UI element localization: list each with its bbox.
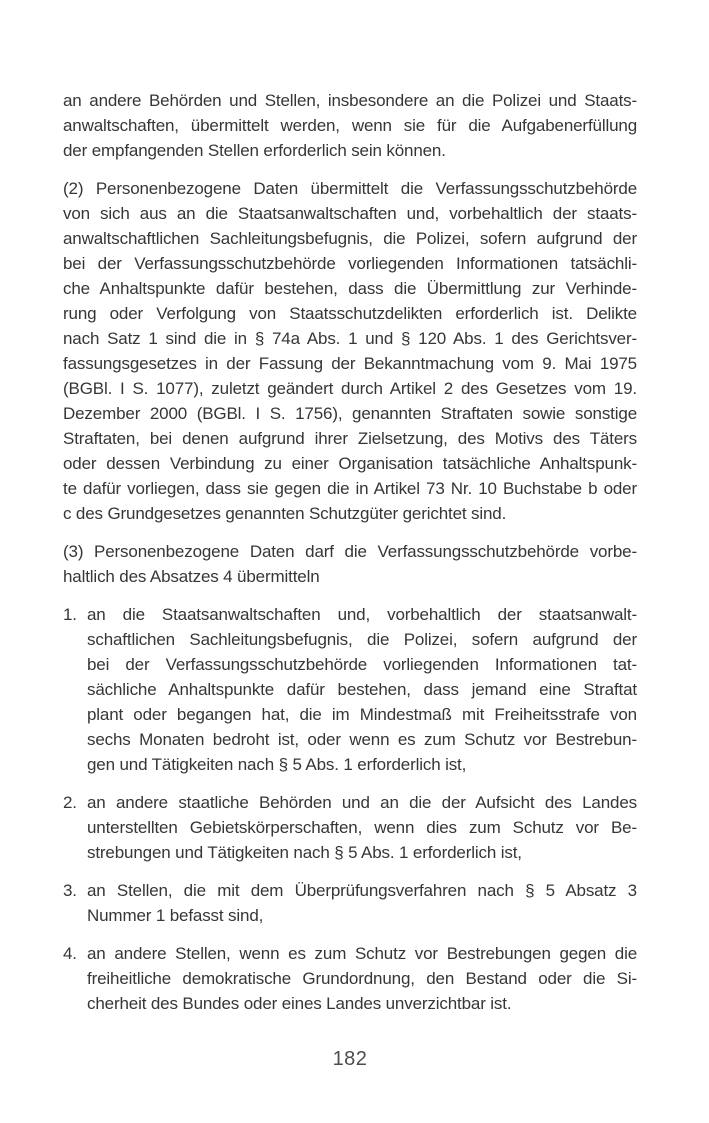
text-line: strebungen und Tätigkeiten nach § 5 Abs. 1 erforderlich ist, (87, 843, 522, 862)
text-line: Straftaten, bei denen aufgrund ihrer Zielsetzung, des Motivs des Täters (63, 429, 637, 448)
text-line: schaftlichen Sachleitungsbefugnis, die Polizei, sofern aufgrund der (87, 630, 637, 649)
list-item-3 (63, 878, 637, 928)
text-line: freiheitliche demokratische Grundordnung, den Bestand oder die Si- (87, 969, 637, 988)
text-line: Dezember 2000 (BGBl. I S. 1756), genannten Straftaten sowie sonstige (63, 404, 637, 423)
text-line: Nummer 1 befasst sind, (87, 906, 264, 925)
list-item-1 (63, 602, 637, 777)
text-line: an Stellen, die mit dem Überprüfungsverfahren nach § 5 Absatz 3 (87, 881, 637, 900)
text-line: oder dessen Verbindung zu einer Organisation tatsächliche Anhaltspunk- (63, 454, 637, 473)
list-item-3-marker: 3. (63, 881, 77, 900)
text-line: fassungsgesetzes in der Fassung der Bekanntmachung vom 9. Mai 1975 (63, 354, 637, 373)
text-line: an die Staatsanwaltschaften und, vorbehaltlich der staatsanwalt- (87, 605, 637, 624)
text-line: che Anhaltspunkte dafür bestehen, dass die Übermittlung zur Verhinde- (63, 279, 637, 298)
text-line: haltlich des Absatzes 4 übermitteln (63, 567, 320, 586)
paragraph-2 (63, 176, 637, 526)
list-item-4 (63, 941, 637, 1016)
text-line: anwaltschaftlichen Sachleitungsbefugnis, die Polizei, sofern aufgrund der (63, 229, 637, 248)
text-line: c des Grundgesetzes genannten Schutzgüter gerichtet sind. (63, 504, 507, 523)
text-line: unterstellten Gebietskörperschaften, wenn dies zum Schutz vor Be- (87, 818, 637, 837)
list-item-1-text (87, 602, 637, 777)
list-item-3-text (87, 878, 637, 928)
page-number: 182 (332, 1048, 368, 1070)
text-line: an andere Behörden und Stellen, insbesondere an die Polizei und Staats- (63, 91, 637, 110)
text-line: (BGBl. I S. 1077), zuletzt geändert durch Artikel 2 des Gesetzes vom 19. (63, 379, 637, 398)
list-item-4-text (87, 941, 637, 1016)
text-line: plant oder begangen hat, die im Mindestmaß mit Freiheitsstrafe von (87, 705, 637, 724)
text-line: bei der Verfassungsschutzbehörde vorliegenden Informationen tatsächli- (63, 254, 637, 273)
paragraph-1 (63, 88, 637, 163)
text-line: rung oder Verfolgung von Staatsschutzdelikten erforderlich ist. Delikte (63, 304, 637, 323)
text-line: te dafür vorliegen, dass sie gegen die in Artikel 73 Nr. 10 Buchstabe b oder (63, 479, 637, 498)
list-item-4-marker: 4. (63, 944, 77, 963)
body-text (63, 88, 637, 1029)
paragraph-3 (63, 539, 637, 589)
text-line: bei der Verfassungsschutzbehörde vorliegenden Informationen tat- (87, 655, 637, 674)
text-line: sächliche Anhaltspunkte dafür bestehen, dass jemand eine Straftat (87, 680, 637, 699)
list-item-2-text (87, 790, 637, 865)
list-item-1-marker: 1. (63, 605, 77, 624)
text-line: cherheit des Bundes oder eines Landes unverzichtbar ist. (87, 994, 512, 1013)
text-line: anwaltschaften, übermittelt werden, wenn sie für die Aufgabenerfüllung (63, 116, 637, 135)
list-item-2-marker: 2. (63, 793, 77, 812)
list-item-2 (63, 790, 637, 865)
text-line: an andere staatliche Behörden und an die der Aufsicht des Landes (87, 793, 637, 812)
text-line: an andere Stellen, wenn es zum Schutz vor Bestrebungen gegen die (87, 944, 637, 963)
text-line: gen und Tätigkeiten nach § 5 Abs. 1 erforderlich ist, (87, 755, 467, 774)
text-line: (3) Personenbezogene Daten darf die Verfassungsschutzbehörde vorbe- (63, 542, 637, 561)
text-line: (2) Personenbezogene Daten übermittelt die Verfassungsschutzbehörde (63, 179, 637, 198)
text-line: der empfangenden Stellen erforderlich sein können. (63, 141, 446, 160)
text-line: nach Satz 1 sind die in § 74a Abs. 1 und § 120 Abs. 1 des Gerichtsver- (63, 329, 637, 348)
text-line: von sich aus an die Staatsanwaltschaften und, vorbehaltlich der staats- (63, 204, 637, 223)
text-line: sechs Monaten bedroht ist, oder wenn es zum Schutz vor Bestrebun- (87, 730, 637, 749)
